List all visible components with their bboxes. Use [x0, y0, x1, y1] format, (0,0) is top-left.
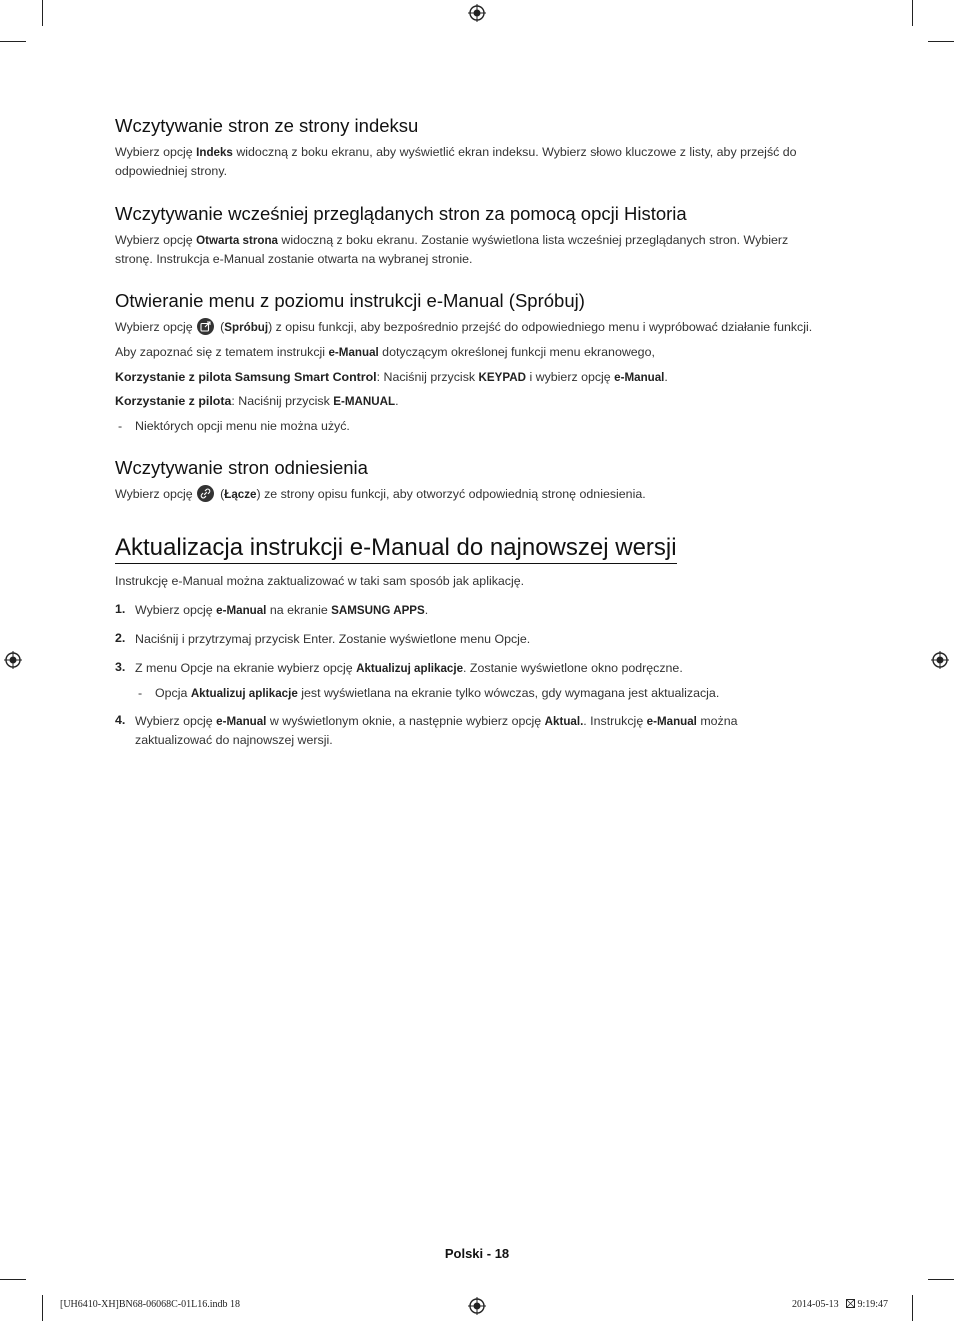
crop-mark: [0, 41, 26, 42]
text: dotyczącym określonej funkcji menu ekranowego,: [378, 345, 655, 359]
crop-mark: [0, 1279, 26, 1280]
section-try-remote: [115, 392, 845, 411]
text: widoczną z boku ekranu, aby wyświetlić ekran indeksu. Wybierz słowo kluczowe z listy, aby przejść do: [232, 145, 797, 159]
step-number: 3.: [115, 660, 126, 674]
note-dash: -: [118, 419, 123, 433]
text: . Zostanie wyświetlone okno podręczne.: [463, 661, 683, 675]
text: Wybierz opcję: [115, 233, 197, 247]
section-title-try: Otwieranie menu z poziomu instrukcji e-Manual (Spróbuj): [115, 290, 585, 311]
print-time: 9:19:47: [857, 1299, 889, 1310]
section-links-text: [115, 485, 845, 504]
section-title-links: Wczytywanie stron odniesienia: [115, 457, 368, 478]
step-4: [135, 712, 845, 750]
step-3: [135, 659, 845, 678]
bold-label: Korzystanie z pilota Samsung Smart Control: [115, 370, 377, 384]
menu-term: e-Manual: [328, 346, 379, 359]
crop-mark: [42, 0, 43, 26]
file-slug: [UH6410-XH]BN68-06068C-01L16.indb 18: [60, 1299, 240, 1310]
text: w wyświetlonym oknie, a następnie wybierz opcję: [266, 714, 545, 728]
key-term: KEYPAD: [478, 371, 526, 384]
text: (: [216, 487, 225, 501]
text: odpowiedniej strony.: [115, 164, 228, 178]
text: jest wyświetlana na ekranie tylko wówczas, gdy wymagana jest aktualizacja.: [297, 686, 720, 700]
text: stronę. Instrukcja e-Manual zostanie otwarta na wybranej stronie.: [115, 252, 473, 266]
crop-mark: [928, 41, 954, 42]
section-index-text: [115, 143, 845, 181]
menu-term: Aktualizuj aplikacje: [356, 662, 464, 675]
text: Wybierz opcję: [115, 320, 193, 334]
crop-mark: [42, 1295, 43, 1321]
note-dash: -: [138, 686, 143, 700]
text: Wybierz opcję: [115, 487, 193, 501]
key-term: E-MANUAL: [333, 395, 396, 408]
step-3-note: [155, 684, 845, 703]
section-title-history: Wczytywanie wcześniej przeglądanych stron za pomocą opcji Historia: [115, 203, 687, 224]
text: i wybierz opcję: [526, 370, 615, 384]
menu-term: Otwarta strona: [196, 234, 278, 247]
crop-mark: [912, 1295, 913, 1321]
section-try-note: Niektórych opcji menu nie można użyć.: [135, 419, 350, 433]
menu-term: Łącze: [224, 488, 257, 501]
section-history-text: [115, 231, 845, 269]
print-date: 2014-05-13: [792, 1299, 839, 1310]
registration-mark-icon: [468, 4, 486, 22]
registration-mark-icon: [4, 651, 22, 669]
text: widoczną z boku ekranu. Zostanie wyświetlona lista wcześniej przeglądanych stron. Wybierz: [277, 233, 789, 247]
text: ) ze strony opisu funkcji, aby otworzyć odpowiednią stronę odniesienia.: [256, 487, 646, 501]
text: : Naciśnij przycisk: [376, 370, 479, 384]
text: .: [395, 394, 399, 408]
text: Opcja: [155, 686, 191, 700]
step-2: Naciśnij i przytrzymaj przycisk Enter. Zostanie wyświetlone menu Opcje.: [135, 632, 531, 646]
main-section-title: Aktualizacja instrukcji e-Manual do najnowszej wersji: [115, 534, 677, 564]
box-glyph-icon: [846, 1299, 855, 1308]
text: Wybierz opcję: [115, 145, 197, 159]
menu-term: e-Manual: [646, 715, 697, 728]
text: zaktualizować do najnowszej wersji.: [135, 733, 333, 747]
menu-term: e-Manual: [216, 604, 267, 617]
text: .: [424, 603, 429, 617]
section-title-index: Wczytywanie stron ze strony indeksu: [115, 115, 419, 136]
menu-term: e-Manual: [216, 715, 267, 728]
registration-mark-icon: [931, 651, 949, 669]
text: na ekranie: [266, 603, 332, 617]
text: : Naciśnij przycisk: [231, 394, 334, 408]
main-section-intro: Instrukcję e-Manual można zaktualizować w taki sam sposób jak aplikację.: [115, 574, 525, 588]
crop-mark: [912, 0, 913, 26]
menu-term: e-Manual: [614, 371, 665, 384]
registration-mark-icon: [468, 1297, 486, 1315]
text: ) z opisu funkcji, aby bezpośrednio przejść do odpowiedniego menu i wypróbować działanie funkcji.: [268, 320, 813, 334]
step-number: 2.: [115, 631, 126, 645]
try-menu-icon: [197, 318, 214, 335]
step-number: 4.: [115, 713, 126, 727]
crop-mark: [928, 1279, 954, 1280]
text: można: [696, 714, 738, 728]
link-icon: [197, 485, 214, 502]
menu-term: Aktual.: [544, 715, 584, 728]
bold-label: Korzystanie z pilota: [115, 394, 232, 408]
menu-term: SAMSUNG APPS: [331, 604, 425, 617]
text: (: [216, 320, 225, 334]
menu-term: Spróbuj: [224, 321, 269, 334]
text: . Instrukcję: [583, 714, 647, 728]
text: Z menu Opcje na ekranie wybierz opcję: [135, 661, 357, 675]
section-try-text-2: [115, 343, 845, 362]
section-try-smart-control: [115, 368, 845, 387]
text: .: [664, 370, 668, 384]
text: Wybierz opcję: [135, 714, 217, 728]
step-1: [135, 601, 845, 620]
print-time-marker: [846, 1299, 888, 1310]
menu-term: Indeks: [196, 146, 233, 159]
step-number: 1.: [115, 602, 126, 616]
text: Aby zapoznać się z tematem instrukcji: [115, 345, 329, 359]
section-try-text: [115, 318, 845, 337]
text: Wybierz opcję: [135, 603, 217, 617]
page-number: Polski - 18: [444, 1246, 510, 1261]
menu-term: Aktualizuj aplikacje: [190, 687, 298, 700]
